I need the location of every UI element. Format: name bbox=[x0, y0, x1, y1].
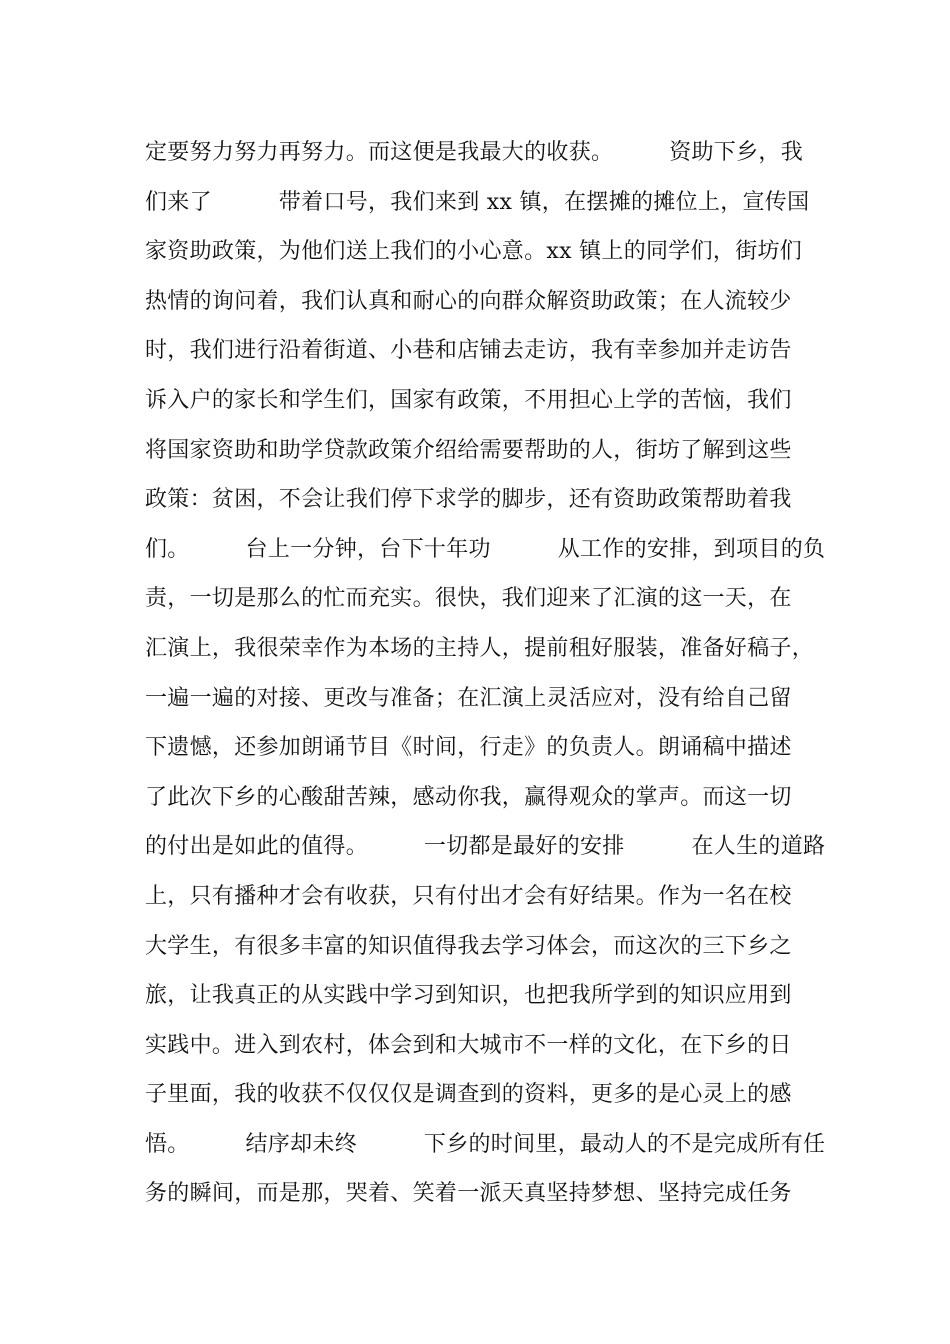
text-line: 政策：贫困，不会让我们停下求学的脚步，还有资助政策帮助着我 bbox=[145, 487, 792, 513]
text-line: 旅，让我真正的从实践中学习到知识，也把我所学到的知识应用到 bbox=[145, 983, 792, 1009]
text-line: 汇演上，我很荣幸作为本场的主持人，提前租好服装，准备好稿子， bbox=[145, 635, 815, 661]
text-line: 上，只有播种才会有收获，只有付出才会有好结果。作为一名在校 bbox=[145, 883, 792, 909]
text-line: 定要努力努力再努力。而这便是我最大的收获。 资助下乡，我 bbox=[145, 140, 804, 165]
text-line: 悟。 结序却未终 下乡的时间里，最动人的不是完成所有任 bbox=[145, 1131, 826, 1157]
text-line: 热情的询问着，我们认真和耐心的向群众解资助政策；在人流较少 bbox=[145, 288, 792, 314]
text-line: 子里面，我的收获不仅仅仅是调查到的资料，更多的是心灵上的感 bbox=[145, 1082, 792, 1108]
text-line: 们来了 带着口号，我们来到 xx 镇，在摆摊的摊位上，宣传国 bbox=[145, 189, 810, 215]
text-line: 诉入户的家长和学生们，国家有政策，不用担心上学的苦恼，我们 bbox=[145, 387, 792, 413]
text-line: 一遍一遍的对接、更改与准备；在汇演上灵活应对，没有给自己留 bbox=[145, 685, 792, 711]
body-text bbox=[145, 128, 826, 1219]
text-line: 们。 台上一分钟，台下十年功 从工作的安排，到项目的负 bbox=[145, 536, 826, 562]
text-line: 大学生，有很多丰富的知识值得我去学习体会，而这次的三下乡之 bbox=[145, 933, 792, 959]
text-line: 实践中。进入到农村，体会到和大城市不一样的文化，在下乡的日 bbox=[145, 1032, 792, 1058]
text-line: 下遗憾，还参加朗诵节目《时间，行走》的负责人。朗诵稿中描述 bbox=[145, 735, 792, 761]
text-line: 务的瞬间，而是那，哭着、笑着一派天真坚持梦想、坚持完成任务 bbox=[145, 1181, 792, 1207]
text-line: 了此次下乡的心酸甜苦辣，感动你我，赢得观众的掌声。而这一切 bbox=[145, 784, 792, 810]
text-line: 将国家资助和助学贷款政策介绍给需要帮助的人，街坊了解到这些 bbox=[145, 437, 792, 463]
text-line: 时，我们进行沿着街道、小巷和店铺去走访，我有幸参加并走访告 bbox=[145, 338, 792, 364]
text-line: 家资助政策，为他们送上我们的小心意。xx 镇上的同学们，街坊们 bbox=[145, 239, 803, 265]
text-line: 的付出是如此的值得。 一切都是最好的安排 在人生的道路 bbox=[145, 834, 826, 860]
text-line: 责，一切是那么的忙而充实。很快，我们迎来了汇演的这一天，在 bbox=[145, 586, 792, 612]
